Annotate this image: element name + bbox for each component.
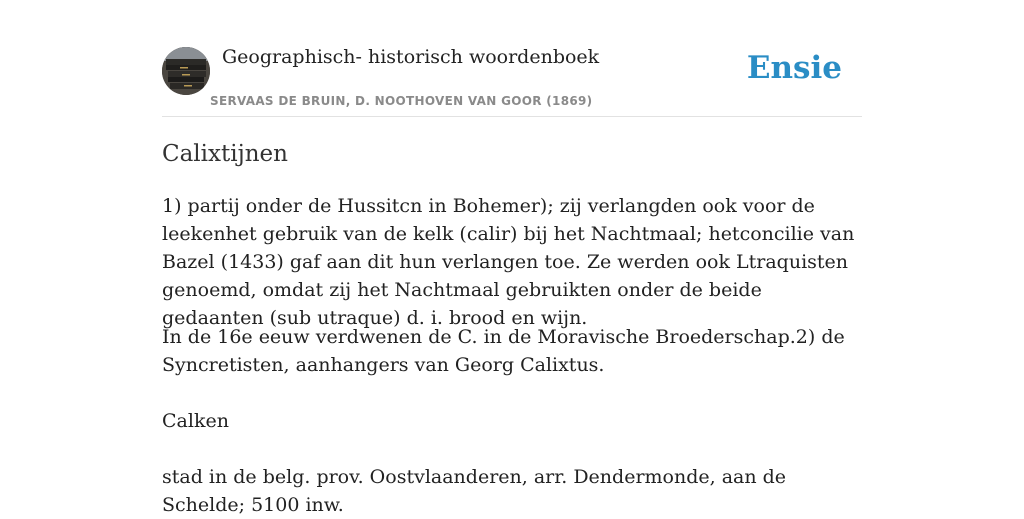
entry-paragraph: In de 16e eeuw verdwenen de C. in de Moravische Broederschap.2) de Syncretisten, aanhangers van Georg Calixtus. — [162, 326, 845, 376]
entry-subheading: Calken — [162, 410, 229, 432]
ensie-logo-link[interactable]: Ensie — [746, 50, 842, 86]
book-cover-avatar[interactable] — [162, 47, 210, 95]
book-title[interactable]: Geographisch- historisch woordenboek — [222, 46, 600, 68]
entry-paragraph: 1) partij onder de Hussitcn in Bohemer); zij verlangden ook voor de leekenhet gebruik van de kelk (calir) bij het Nachtmaal; hetconcilie van Bazel (1433) gaf aan dit hun verlangen toe. Ze werden ook Ltraquisten genoemd, omdat zij het Nachtmaal gebruikten onder de beide gedaanten (sub utraque) d. i. brood en wijn. — [162, 195, 855, 329]
book-cover-icon — [162, 47, 210, 95]
entry-title: Calixtijnen — [162, 141, 288, 167]
book-authors: SERVAAS DE BRUIN, D. NOOTHOVEN VAN GOOR (1869) — [210, 94, 593, 108]
page-container — [162, 0, 862, 516]
book-header — [162, 0, 862, 117]
entry-paragraph: stad in de belg. prov. Oostvlaanderen, arr. Dendermonde, aan de Schelde; 5100 inw. — [162, 466, 787, 516]
